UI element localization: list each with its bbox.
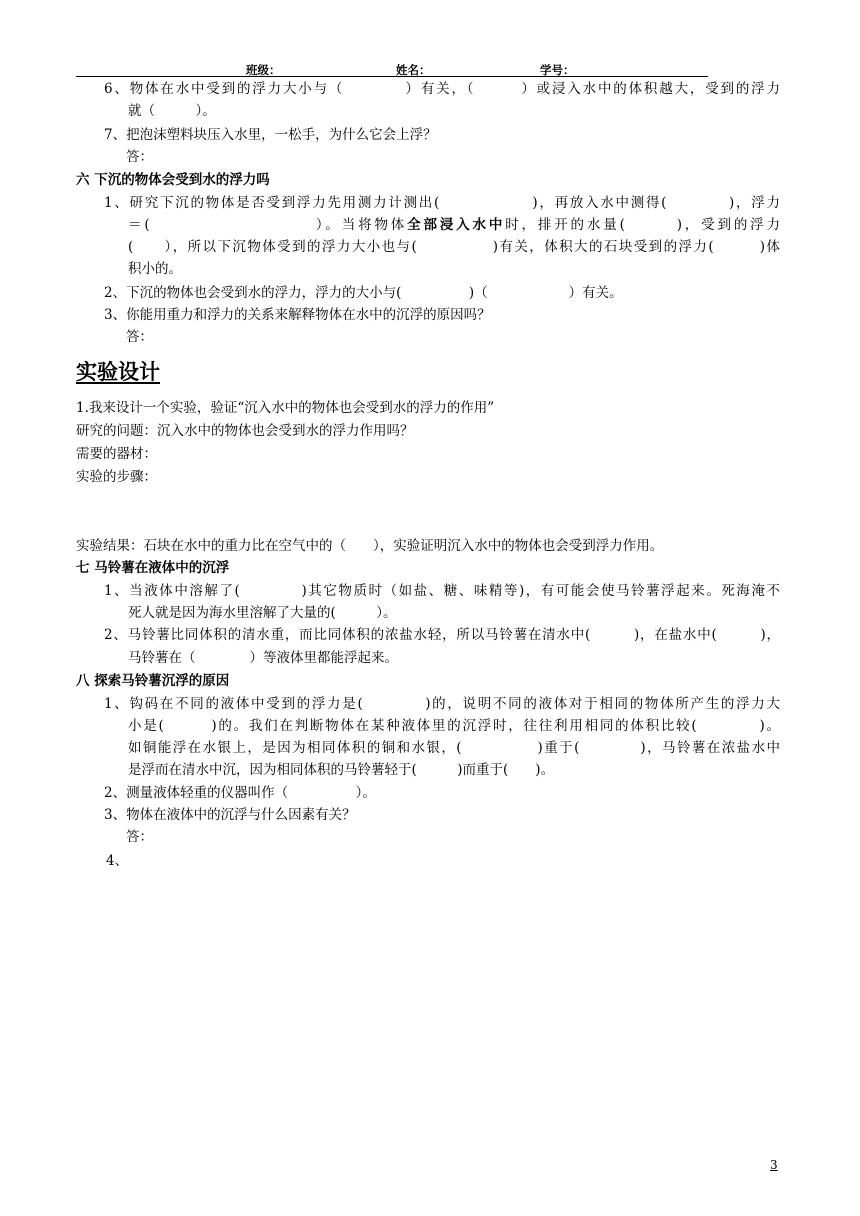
question-7-2-line1: 2、马铃薯比同体积的清水重，而比同体积的浓盐水轻，所以马铃薯在清水中( )，在盐水中( )， [104, 627, 780, 643]
section-8-title: 八 探索马铃薯沉浮的原因 [76, 673, 230, 689]
question-8-2: 2、测量液体轻重的仪器叫作（ ）。 [104, 785, 376, 801]
answer-label: 答： [126, 329, 153, 345]
question-6-1-line1: 1、研究下沉的物体是否受到浮力先用测力计测出( )，再放入水中测得( )，浮力 [104, 195, 780, 211]
page-number: 3 [770, 1158, 778, 1172]
design-materials: 需要的器材： [76, 446, 157, 462]
question-8-1-line1: 1、钩码在不同的液体中受到的浮力是( )的，说明不同的液体对于相同的物体所产生的浮力大 [104, 696, 780, 712]
answer-label: 答： [126, 149, 153, 165]
question-8-4: 4、 [106, 853, 129, 869]
design-question: 研究的问题：沉入水中的物体也会受到水的浮力作用吗？ [76, 423, 414, 439]
question-5-6-line2: 就（ ）。 [128, 103, 216, 119]
experiment-design-title: 实验设计 [76, 360, 160, 384]
question-8-3: 3、物体在液体中的沉浮与什么因素有关？ [104, 807, 356, 823]
question-6-2: 2、下沉的物体也会受到水的浮力，浮力的大小与( )（ ）有关。 [104, 285, 623, 301]
question-6-1-line3: ( ），所以下沉物体受到的浮力大小也与( )有关，体积大的石块受到的浮力( )体 [128, 239, 780, 255]
section-6-title: 六 下沉的物体会受到水的浮力吗 [76, 172, 270, 188]
question-7-1-line1: 1、当液体中溶解了( )其它物质时（如盐、糖、味精等)，有可能会使马铃薯浮起来。死海淹不 [104, 583, 780, 599]
student-id-label: 学号： [540, 63, 575, 77]
student-info-header [76, 62, 708, 77]
question-8-1-line3: 如铜能浮在水银上，是因为相同体积的铜和水银，( )重于( )，马铃薯在浓盐水中 [128, 740, 780, 756]
question-6-1-line2: ＝( ）。当将物体全部浸入水中时，排开的水量( )，受到的浮力 [128, 217, 780, 233]
answer-label: 答： [126, 829, 153, 845]
question-8-1-line4: 是浮而在清水中沉，因为相同体积的马铃薯轻于( )而重于( )。 [128, 762, 555, 778]
design-steps: 实验的步骤： [76, 469, 157, 485]
bold-phrase: 全部浸入水中 [407, 217, 506, 233]
question-7-1-line2: 死人就是因为海水里溶解了大量的( ）。 [128, 605, 397, 621]
design-result: 实验结果：石块在水中的重力比在空气中的（ ），实验证明沉入水中的物体也会受到浮力作用。 [76, 538, 664, 554]
question-5-6-line1: 6、物体在水中受到的浮力大小与（ ）有关，（ ）或浸入水中的体积越大，受到的浮力 [104, 81, 780, 97]
question-5-7: 7、把泡沫塑料块压入水里，一松手，为什么它会上浮？ [104, 127, 437, 143]
question-8-1-line2: 小是( )的。我们在判断物体在某种液体里的沉浮时，往往利用相同的体积比较( )。 [128, 718, 780, 734]
design-task: 1.我来设计一个实验，验证“沉入水中的物体也会受到水的浮力的作用” [76, 400, 495, 416]
question-7-2-line2: 马铃薯在（ ）等液体里都能浮起来。 [128, 650, 398, 666]
question-6-1-line4: 积小的。 [128, 261, 182, 277]
section-7-title: 七 马铃薯在液体中的沉浮 [76, 560, 230, 576]
question-6-3: 3、你能用重力和浮力的关系来解释物体在水中的沉浮的原因吗？ [104, 307, 491, 323]
name-label: 姓名： [396, 63, 431, 77]
class-label: 班级： [246, 63, 281, 77]
